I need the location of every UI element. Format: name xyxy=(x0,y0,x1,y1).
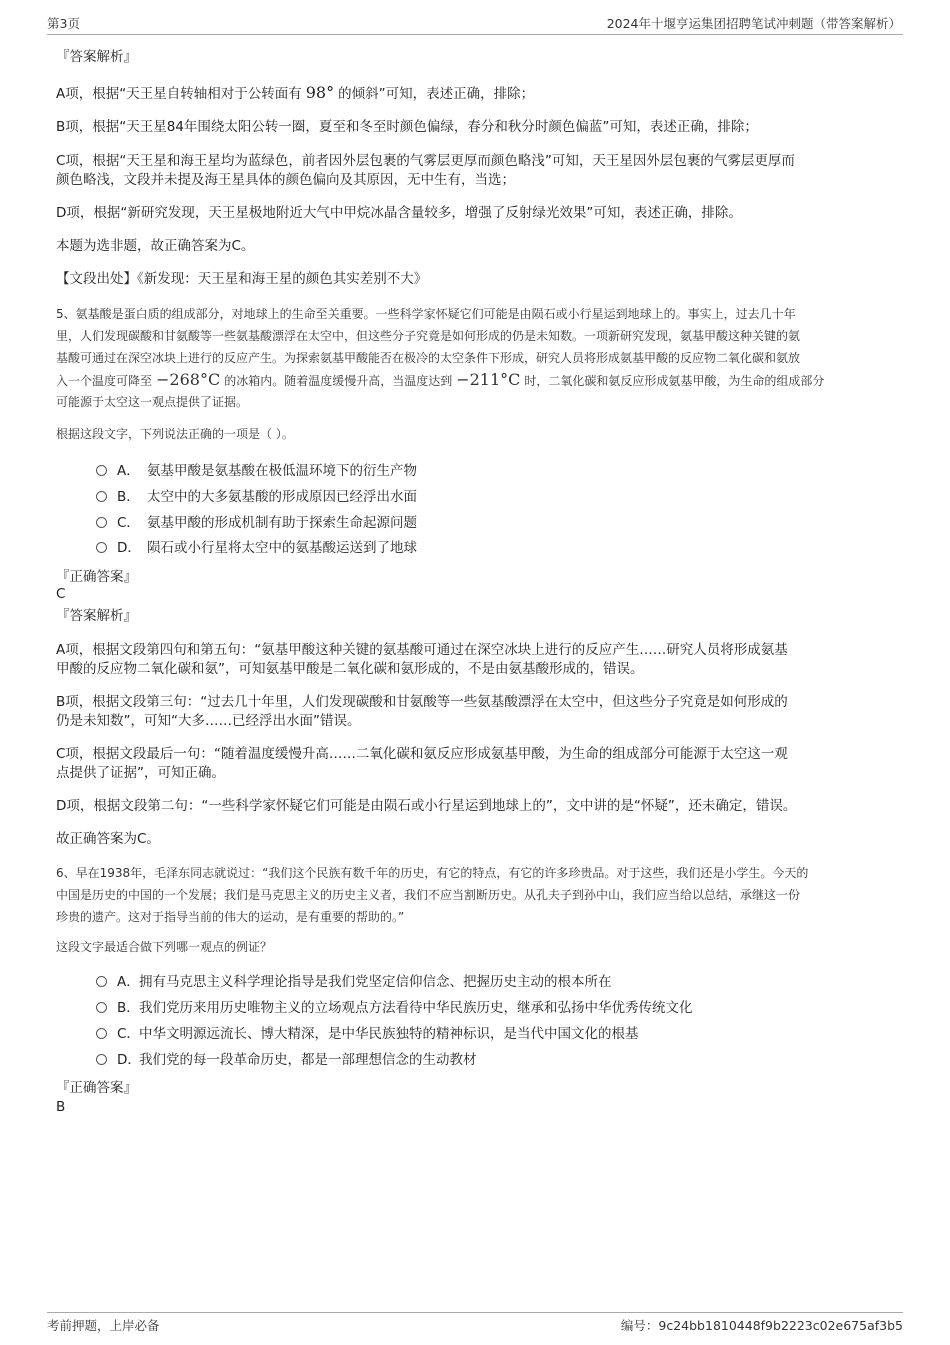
radio-icon[interactable] xyxy=(96,1054,107,1065)
page-footer xyxy=(47,1312,903,1333)
q5-option-c[interactable] xyxy=(96,513,417,533)
option-key: B． xyxy=(117,489,140,505)
radio-icon[interactable] xyxy=(96,465,107,476)
option-text: 氨基甲酸的形成机制有助于探索生命起源问题 xyxy=(147,515,417,531)
q6-option-b[interactable] xyxy=(96,998,693,1018)
temperature-min: −268°C xyxy=(156,370,221,389)
source-text: 《新发现：天王星和海王星的颜色其实差别不大》 xyxy=(137,271,428,287)
option-text: 陨石或小行星将太空中的氨基酸运送到了地球 xyxy=(147,540,417,556)
q5-analysis-a-line1: A项，根据文段第四句和第五句：“氨基甲酸这种关键的氨基酸可通过在深空冰块上进行的反应产生……研究人员将形成氨基 xyxy=(56,642,788,658)
q6-answer-label: 『正确答案』 xyxy=(56,1080,137,1096)
analysis-b: B项，根据“天王星84年围绕太阳公转一圈，夏至和冬至时颜色偏绿，春分和秋分时颜色偏蓝”可知，表述正确，排除； xyxy=(56,119,758,135)
q5-analysis-a-line2: 甲酸的反应物二氧化碳和氨”，可知氨基甲酸是二氧化碳和氨形成的，不是由氨基酸形成的，错误。 xyxy=(56,661,644,677)
q6-answer: B xyxy=(56,1099,66,1115)
radio-icon[interactable] xyxy=(96,542,107,553)
radio-icon[interactable] xyxy=(96,1028,107,1039)
q5-stem-line3: 基酸可通过在深空冰块上进行的反应产生。为探索氨基甲酸能否在极冷的太空条件下形成，研究人员将形成氨基甲酸的反应物二氧化碳和氨放 xyxy=(56,351,801,365)
option-key: B． xyxy=(117,1000,140,1016)
q5-option-b[interactable] xyxy=(96,487,417,507)
q5-analysis-c-line1: C项，根据文段最后一句：“随着温度缓慢升高……二氧化碳和氨反应形成氨基甲酸，为生命的组成部分可能源于太空这一观 xyxy=(56,746,788,762)
q5-stem-line1: 5、氨基酸是蛋白质的组成部分，对地球上的生命至关重要。一些科学家怀疑它们可能是由陨石或小行星运到地球上的。事实上，过去几十年 xyxy=(56,307,796,321)
q5-stem-line4-a: 入一个温度可降至 xyxy=(56,374,153,388)
q5-question: 根据这段文字，下列说法正确的一项是（ ）。 xyxy=(56,427,294,441)
analysis-d: D项，根据“新研究发现，天王星极地附近大气中甲烷冰晶含量较多，增强了反射绿光效果”可知，表述正确，排除。 xyxy=(56,205,742,221)
page-number: 第3页 xyxy=(47,16,80,31)
option-key: C． xyxy=(117,515,140,531)
q6-stem-line1: 6、早在1938年，毛泽东同志就说过：“我们这个民族有数千年的历史，有它的特点，有它的许多珍贵品。对于这些，我们还是小学生。今天的 xyxy=(56,866,809,880)
q6-option-a[interactable] xyxy=(96,972,612,992)
footer-slogan: 考前押题，上岸必备 xyxy=(47,1318,160,1333)
option-key: D． xyxy=(117,540,141,556)
analysis-c-line2: 颜色略浅，文段并未提及海王星具体的颜色偏向及其原因，无中生有，当选； xyxy=(56,172,515,188)
q5-stem-line4-c: 时，二氧化碳和氨反应形成氨基甲酸，为生命的组成部分 xyxy=(524,374,825,388)
angle-value: 98° xyxy=(305,83,335,102)
q5-option-a[interactable] xyxy=(96,461,417,481)
radio-icon[interactable] xyxy=(96,1002,107,1013)
option-key: C． xyxy=(117,1026,140,1042)
q5-analysis-b-line1: B项，根据文段第三句：“过去几十年里，人们发现碳酸和甘氨酸等一些氨基酸漂浮在太空中，但这些分子究竟是如何形成的 xyxy=(56,694,788,710)
document-id: 编号：9c24bb1810448f9b2223c02e675af3b5 xyxy=(620,1318,903,1333)
analysis-a-text-end: 的倾斜”可知，表述正确，排除； xyxy=(338,86,535,102)
option-key: A． xyxy=(117,463,140,479)
option-key: D． xyxy=(117,1052,141,1068)
page-header xyxy=(47,14,903,35)
source-label: 【文段出处】 xyxy=(56,271,137,287)
conclusion: 本题为选非题，故正确答案为C。 xyxy=(56,238,255,254)
q6-question: 这段文字最适合做下列哪一观点的例证？ xyxy=(56,940,273,954)
option-text: 太空中的大多氨基酸的形成原因已经浮出水面 xyxy=(147,489,417,505)
option-text: 我们党历来用历史唯物主义的立场观点方法看待中华民族历史，继承和弘扬中华优秀传统文化 xyxy=(139,1000,693,1016)
radio-icon[interactable] xyxy=(96,976,107,987)
option-text: 氨基甲酸是氨基酸在极低温环境下的衍生产物 xyxy=(147,463,417,479)
q5-stem-line2: 里，人们发现碳酸和甘氨酸等一些氨基酸漂浮在太空中，但这些分子究竟是如何形成的仍是未知数。一项新研究发现，氨基甲酸这种关键的氨 xyxy=(56,329,801,343)
option-text: 我们党的每一段革命历史，都是一部理想信念的生动教材 xyxy=(139,1052,477,1068)
radio-icon[interactable] xyxy=(96,517,107,528)
option-text: 拥有马克思主义科学理论指导是我们党坚定信仰信念、把握历史主动的根本所在 xyxy=(139,974,612,990)
q5-analysis-label: 『答案解析』 xyxy=(56,608,137,624)
q5-analysis-d: D项，根据文段第二句：“一些科学家怀疑它们可能是由陨石或小行星运到地球上的”，文中讲的是“怀疑”，还未确定，错误。 xyxy=(56,798,797,814)
analysis-a-text: A项，根据“天王星自转轴相对于公转面有 xyxy=(56,86,302,102)
analysis-a xyxy=(56,82,896,105)
q5-answer-label: 『正确答案』 xyxy=(56,569,137,585)
q5-stem-line5: 可能源于太空这一观点提供了证据。 xyxy=(56,395,249,409)
temperature-react: −211°C xyxy=(456,370,521,389)
q6-stem-line3: 珍贵的遗产。这对于指导当前的伟大的运动，是有重要的帮助的。” xyxy=(56,910,405,924)
q5-analysis-b-line2: 仍是未知数”，可知“大多……已经浮出水面”错误。 xyxy=(56,713,361,729)
q6-option-d[interactable] xyxy=(96,1050,477,1070)
q6-stem-line2: 中国是历史的中国的一个发展；我们是马克思主义的历史主义者，我们不应当割断历史。从孔夫子到孙中山，我们应当给以总结，承继这一份 xyxy=(56,888,801,902)
q6-option-c[interactable] xyxy=(96,1024,639,1044)
analysis-c-line1: C项，根据“天王星和海王星均为蓝绿色，前者因外层包裹的气雾层更厚而颜色略浅”可知，天王星因外层包裹的气雾层更厚而 xyxy=(56,153,795,169)
q5-answer: C xyxy=(56,586,66,602)
q5-option-d[interactable] xyxy=(96,538,417,558)
q5-conclusion: 故正确答案为C。 xyxy=(56,831,160,847)
radio-icon[interactable] xyxy=(96,491,107,502)
option-text: 中华文明源远流长、博大精深，是中华民族独特的精神标识，是当代中国文化的根基 xyxy=(139,1026,639,1042)
option-key: A． xyxy=(117,974,140,990)
source xyxy=(56,268,896,290)
document-title: 2024年十堰亨运集团招聘笔试冲刺题（带答案解析） xyxy=(606,16,901,31)
q5-analysis-c-line2: 点提供了证据”，可知正确。 xyxy=(56,765,225,781)
q5-stem-line4 xyxy=(56,369,896,392)
q5-stem-line4-b: 的冰箱内。随着温度缓慢升高，当温度达到 xyxy=(224,374,453,388)
analysis-label: 『答案解析』 xyxy=(56,49,137,65)
